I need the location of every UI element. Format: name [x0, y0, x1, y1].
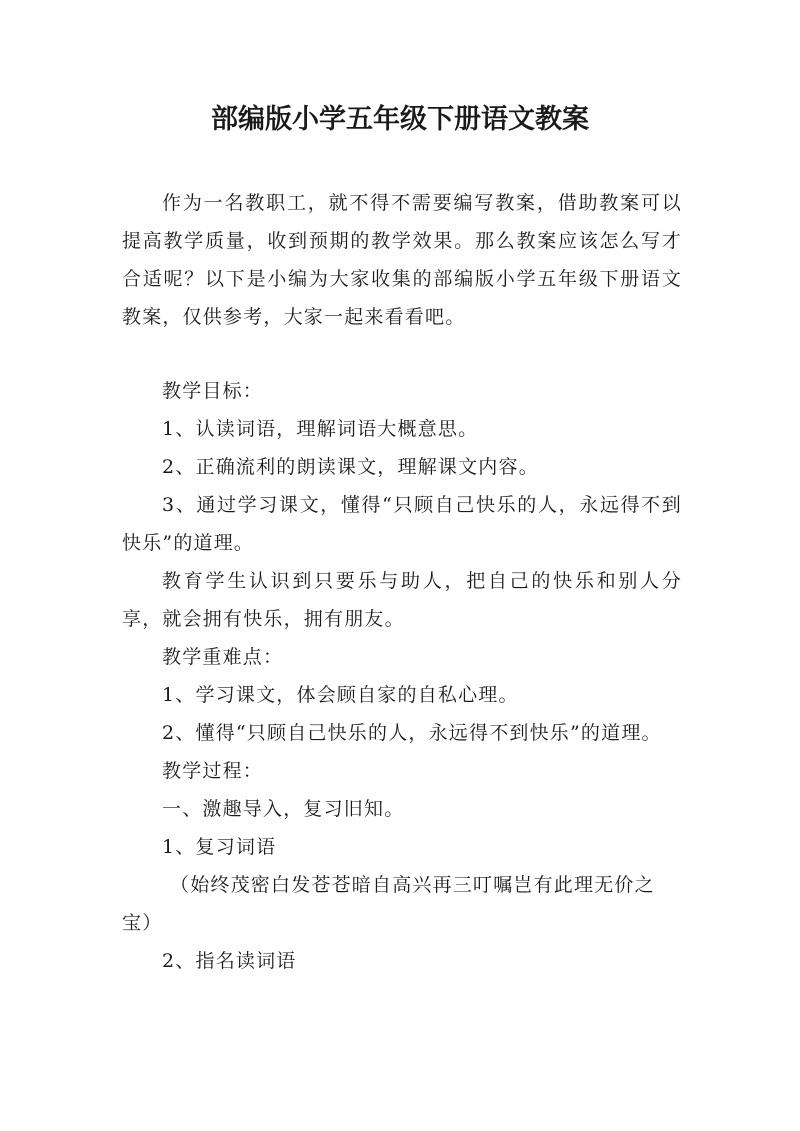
goal-item-1: 1、认读词语，理解词语大概意思。 [162, 418, 479, 440]
goal-item-4: 教育学生认识到只要乐与助人，把自己的快乐和别人分享，就会拥有快乐，拥有朋友。 [122, 570, 682, 630]
intro-paragraph: 作为一名教职工，就不得不需要编写教案，借助教案可以提高教学质量，收到预期的教学效果。那么教案应该怎么写才合适呢？以下是小编为大家收集的部编版小学五年级下册语文教案，仅供参考，大家一起来看看吧。 [122, 192, 682, 328]
paragraph-gap [122, 336, 682, 372]
key-points-heading: 教学重难点： [162, 646, 284, 668]
goal-item-3: 3、通过学习课文，懂得“只顾自己快乐的人，永远得不到快乐”的道理。 [122, 494, 682, 554]
vocabulary-list: （始终茂密白发苍苍暗自高兴再三叮嘱岂有此理无价之宝） [122, 874, 655, 934]
process-step-1-2: 2、指名读词语 [162, 950, 297, 972]
document-body [122, 184, 682, 980]
document-title: 部编版小学五年级下册语文教案 [211, 104, 589, 135]
process-heading: 教学过程： [162, 760, 264, 782]
key-point-2: 2、懂得“只顾自己快乐的人，永远得不到快乐”的道理。 [162, 722, 662, 744]
key-point-1: 1、学习课文，体会顾自家的自私心理。 [162, 684, 519, 706]
goals-heading: 教学目标： [162, 380, 264, 402]
goal-item-2: 2、正确流利的朗读课文，理解课文内容。 [162, 456, 539, 478]
process-step-1-1: 1、复习词语 [162, 836, 277, 858]
process-step-1: 一、激趣导入，复习旧知。 [162, 798, 405, 820]
